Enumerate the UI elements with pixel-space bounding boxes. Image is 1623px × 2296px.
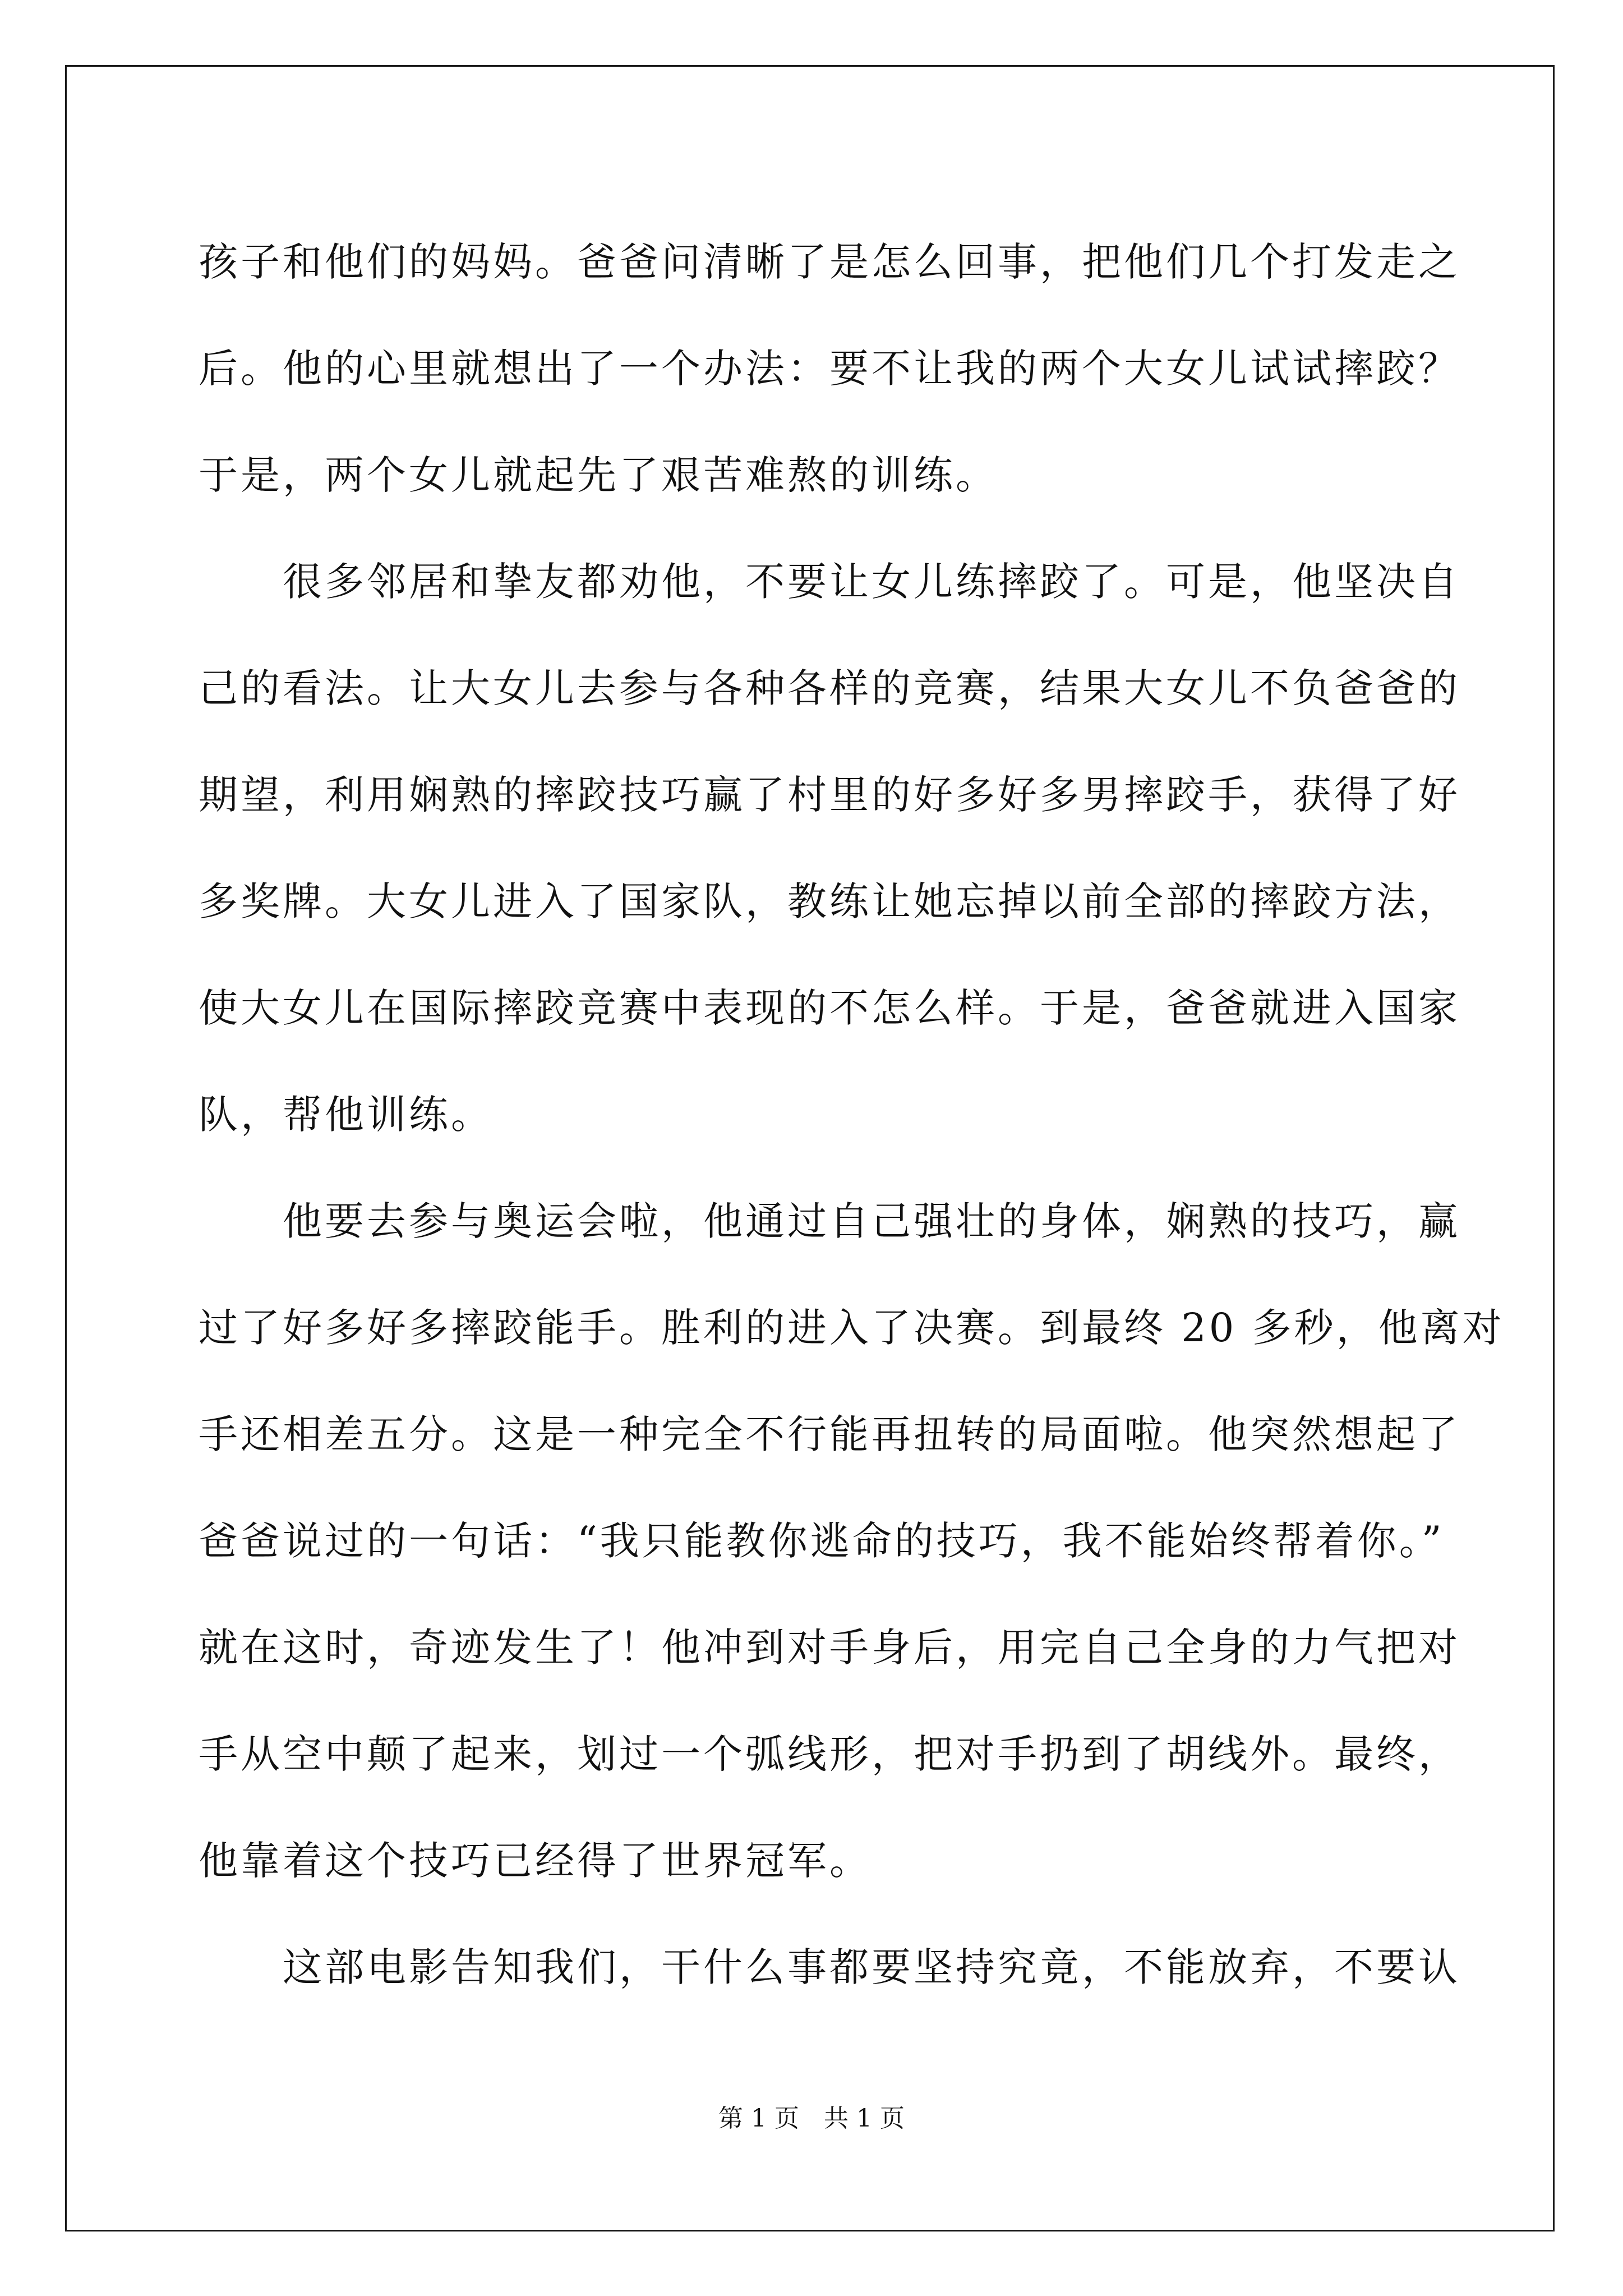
text-line: 手还相差五分。这是一种完全不行能再扭转的局面啦。他突然想起了	[199, 1411, 1460, 1457]
text-line: 就在这时，奇迹发生了！他冲到对手身后，用完自己全身的力气把对	[199, 1625, 1460, 1671]
text-line: 爸爸说过的一句话：“我只能教你逃命的技巧，我不能始终帮着你。”	[199, 1518, 1445, 1564]
text-line: 孩子和他们的妈妈。爸爸问清晰了是怎么回事，把他们几个打发走之	[199, 239, 1460, 285]
text-line: 手从空中颠了起来，划过一个弧线形，把对手扔到了胡线外。最终，	[199, 1731, 1460, 1777]
text-line: 期望，利用娴熟的摔跤技巧赢了村里的好多好多男摔跤手，获得了好	[199, 772, 1460, 818]
text-line: 己的看法。让大女儿去参与各种各样的竞赛，结果大女儿不负爸爸的	[199, 665, 1460, 711]
paragraph-start-line: 这部电影告知我们，干什么事都要坚持究竟，不能放弃，不要认	[283, 1944, 1460, 1990]
text-line: 过了好多好多摔跤能手。胜利的进入了决赛。到最终 20 多秒，他离对	[199, 1305, 1505, 1351]
text-line: 于是，两个女儿就起先了艰苦难熬的训练。	[199, 452, 998, 498]
page-footer: 第 1 页 共 1 页	[718, 2104, 905, 2133]
text-line: 队，帮他训练。	[199, 1092, 493, 1138]
text-line: 多奖牌。大女儿进入了国家队，教练让她忘掉以前全部的摔跤方法，	[199, 878, 1460, 924]
text-line: 后。他的心里就想出了一个办法：要不让我的两个大女儿试试摔跤？	[199, 346, 1460, 392]
paragraph-start-line: 很多邻居和挚友都劝他，不要让女儿练摔跤了。可是，他坚决自	[283, 559, 1460, 605]
text-line: 使大女儿在国际摔跤竞赛中表现的不怎么样。于是，爸爸就进入国家	[199, 985, 1460, 1031]
text-line: 他靠着这个技巧已经得了世界冠军。	[199, 1838, 872, 1884]
paragraph-start-line: 他要去参与奥运会啦，他通过自己强壮的身体，娴熟的技巧，赢	[283, 1198, 1460, 1244]
document-body	[199, 209, 1505, 2021]
